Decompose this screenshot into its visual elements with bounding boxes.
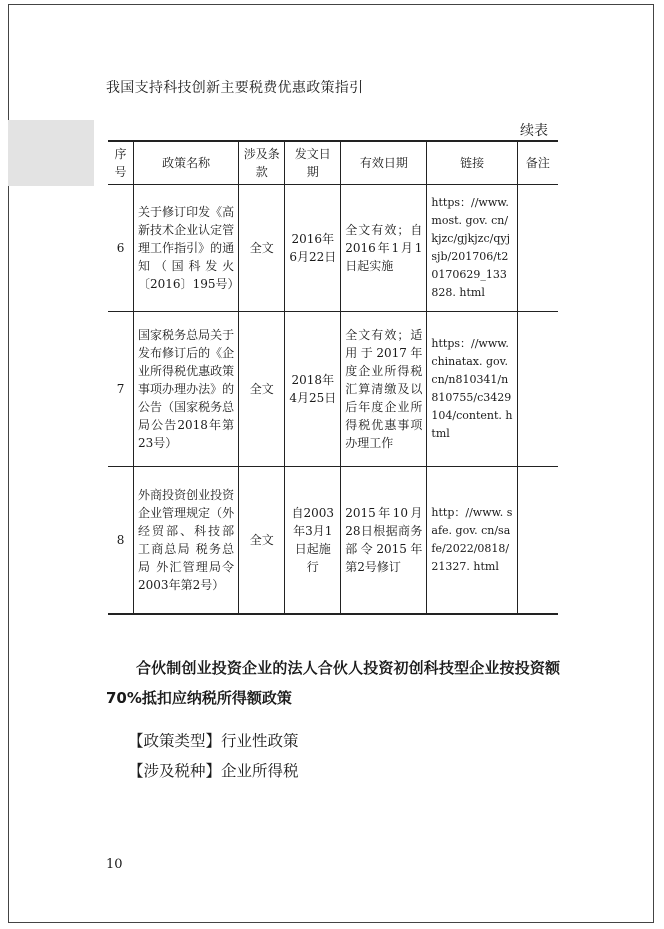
tax-type-value: 企业所得税	[221, 762, 299, 780]
policy-name: 关于修订印发《高新技术企业认定管理工作指引》的通知（国科发火〔2016〕195号）	[134, 185, 239, 312]
row-number: 7	[108, 312, 134, 467]
issue-date: 2016年6月22日	[285, 185, 341, 312]
issue-date: 2018年4月25日	[285, 312, 341, 467]
section-title: 合伙制创业投资企业的法人合伙人投资初创科技型企业按投资额70%抵扣应纳税所得额政策	[106, 659, 560, 707]
row-number: 6	[108, 185, 134, 312]
link-url: https：//www. most. gov. cn/kjzc/gjkjzc/qyjsjb/201706/t20170629_133828. html	[427, 185, 517, 312]
page-number: 10	[106, 857, 123, 872]
header-policy-name: 政策名称	[134, 141, 239, 185]
policy-table	[108, 140, 558, 615]
validity: 全文有效；适用于2017年度企业所得税汇算清缴及以后年度企业所得税优惠事项办理工作	[341, 312, 427, 467]
table-header-row	[108, 141, 558, 185]
tax-type-label: 【涉及税种】	[128, 762, 222, 780]
side-tab-marker	[8, 120, 94, 186]
policy-type-label: 【政策类型】	[128, 732, 222, 750]
scope: 全文	[239, 467, 285, 615]
table-row	[108, 467, 558, 615]
header-number: 序号	[108, 141, 134, 185]
row-number: 8	[108, 467, 134, 615]
note	[517, 312, 558, 467]
validity: 2015年10月28日根据商务部令2015年第2号修订	[341, 467, 427, 615]
note	[517, 467, 558, 615]
header-issue-date: 发文日期	[285, 141, 341, 185]
link-url: https：//www. chinatax. gov. cn/n810341/n810755/c3429104/content. html	[427, 312, 517, 467]
header-validity: 有效日期	[341, 141, 427, 185]
header-scope: 涉及条款	[239, 141, 285, 185]
link-url: http：//www. safe. gov. cn/safe/2022/0818/21327. html	[427, 467, 517, 615]
scope: 全文	[239, 312, 285, 467]
policy-type-line	[128, 729, 299, 751]
header-note: 备注	[517, 141, 558, 185]
note	[517, 185, 558, 312]
policy-type-value: 行业性政策	[221, 732, 299, 750]
table-row	[108, 312, 558, 467]
table-row	[108, 185, 558, 312]
tax-type-line	[128, 759, 299, 781]
header-link: 链接	[427, 141, 517, 185]
scope: 全文	[239, 185, 285, 312]
policy-name: 国家税务总局关于发布修订后的《企业所得税优惠政策事项办理办法》的公告（国家税务总局公告2018年第23号）	[134, 312, 239, 467]
running-header: 我国支持科技创新主要税费优惠政策指引	[106, 80, 364, 96]
validity: 全文有效；自2016年1月1日起实施	[341, 185, 427, 312]
policy-name: 外商投资创业投资企业管理规定（外经贸部、科技部 工商总局 税务总局 外汇管理局令2003年第2号）	[134, 467, 239, 615]
continued-label: 续表	[520, 123, 548, 139]
issue-date: 自2003年3月1日起施行	[285, 467, 341, 615]
